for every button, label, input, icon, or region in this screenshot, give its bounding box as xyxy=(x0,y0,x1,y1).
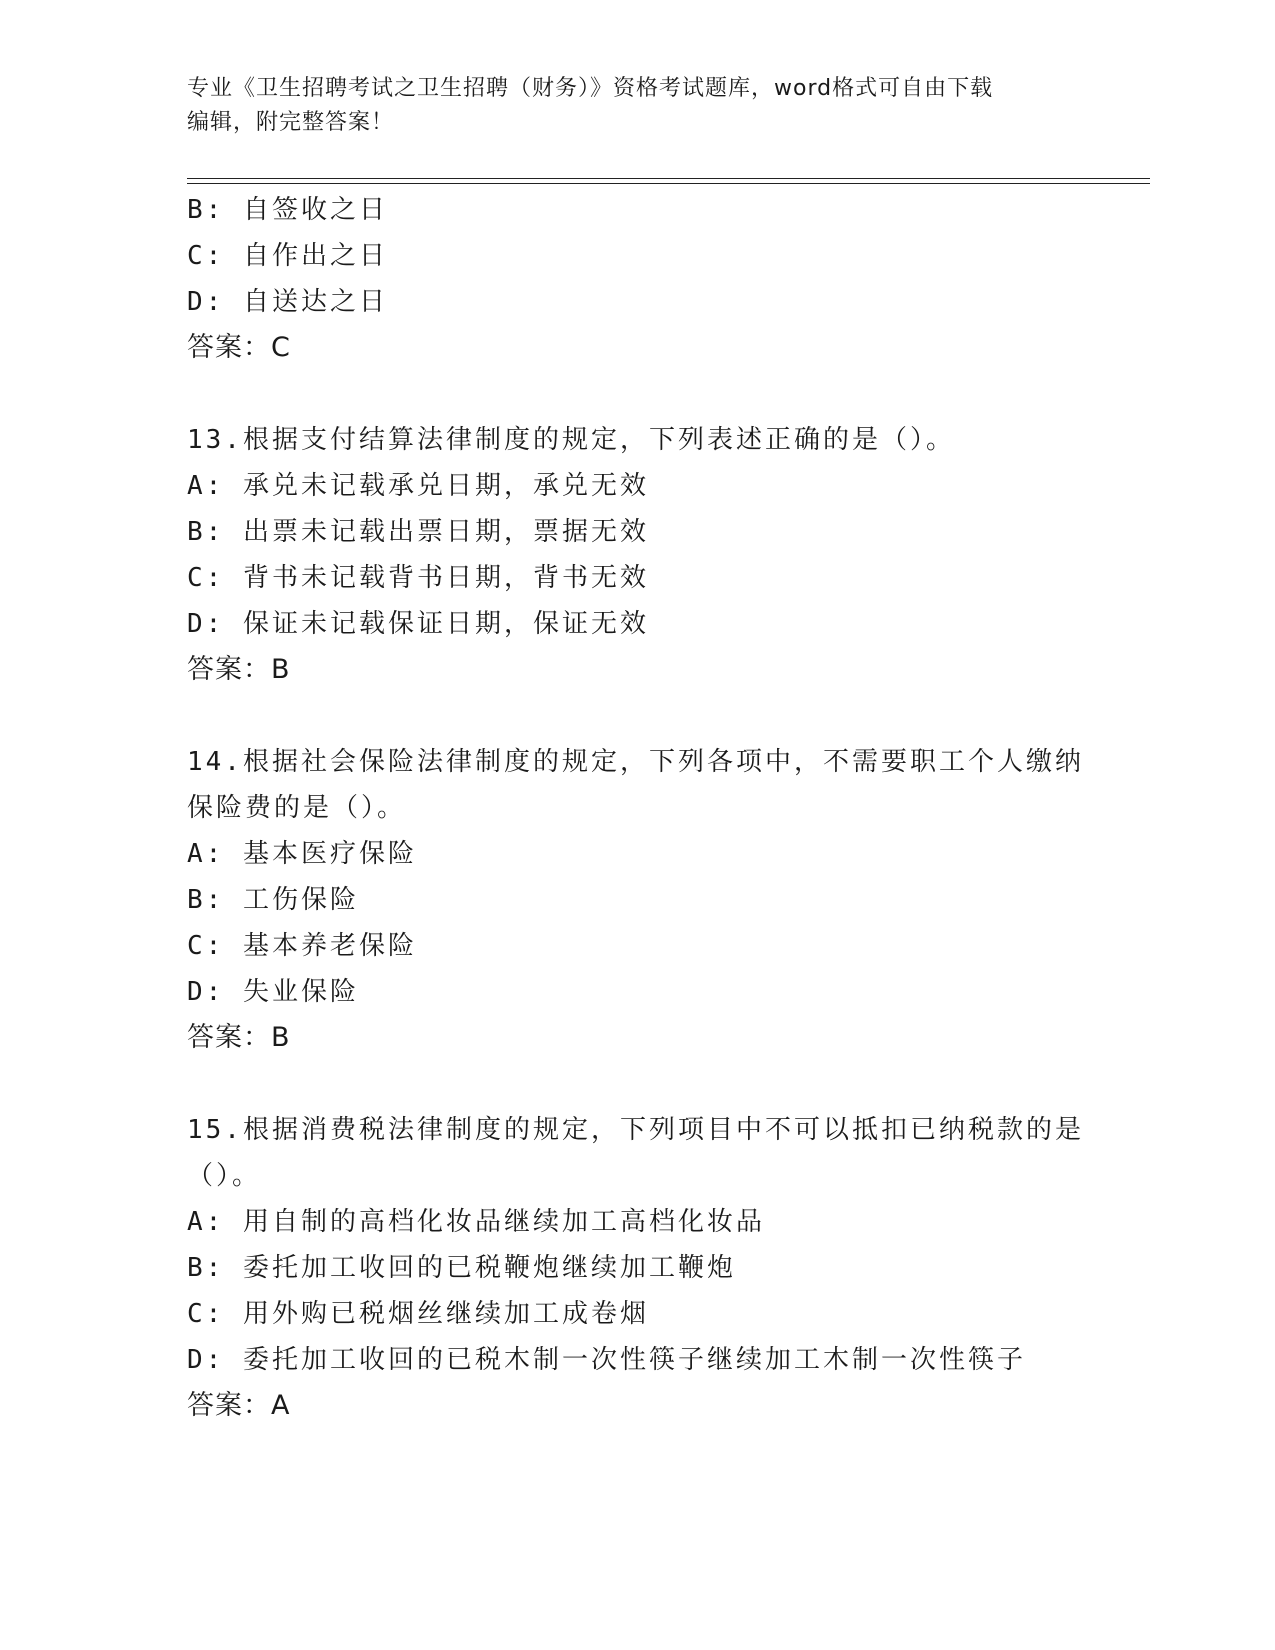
question-stem: 14.根据社会保险法律制度的规定，下列各项中，不需要职工个人缴纳 xyxy=(187,747,1084,777)
option-d: D: 保证未记载保证日期，保证无效 xyxy=(187,609,649,639)
option-a: A: 承兑未记载承兑日期，承兑无效 xyxy=(187,471,649,501)
question-stem-continued: 保险费的是（）。 xyxy=(187,793,407,823)
option-b: B: 自签收之日 xyxy=(187,195,388,225)
spacer xyxy=(187,371,1087,417)
option-c: C: 自作出之日 xyxy=(187,241,388,271)
option-b: B: 出票未记载出票日期，票据无效 xyxy=(187,517,649,547)
option-c: C: 背书未记载背书日期，背书无效 xyxy=(187,563,649,593)
answer-line: 答案：A xyxy=(187,1390,291,1421)
question-12-continued xyxy=(187,187,1087,371)
header-line-1: 专业《卫生招聘考试之卫生招聘（财务）》资格考试题库，word格式可自由下载 xyxy=(187,76,994,101)
option-d: D: 失业保险 xyxy=(187,977,359,1007)
option-a: A: 用自制的高档化妆品继续加工高档化妆品 xyxy=(187,1207,765,1237)
answer-line: 答案：B xyxy=(187,654,291,685)
question-stem-continued: （）。 xyxy=(187,1161,262,1191)
spacer xyxy=(187,1061,1087,1107)
header-divider-top xyxy=(187,178,1150,179)
option-c: C: 用外购已税烟丝继续加工成卷烟 xyxy=(187,1299,649,1329)
answer-line: 答案：B xyxy=(187,1022,291,1053)
question-14 xyxy=(187,739,1087,1061)
option-d: D: 委托加工收回的已税木制一次性筷子继续加工木制一次性筷子 xyxy=(187,1345,1026,1375)
question-content xyxy=(187,187,1087,1429)
question-stem: 13.根据支付结算法律制度的规定，下列表述正确的是（）。 xyxy=(187,425,955,455)
spacer xyxy=(187,693,1087,739)
header-line-2: 编辑，附完整答案！ xyxy=(187,110,395,135)
question-15 xyxy=(187,1107,1087,1429)
option-a: A: 基本医疗保险 xyxy=(187,839,417,869)
option-b: B: 工伤保险 xyxy=(187,885,359,915)
answer-line: 答案：C xyxy=(187,332,291,363)
option-b: B: 委托加工收回的已税鞭炮继续加工鞭炮 xyxy=(187,1253,736,1283)
option-d: D: 自送达之日 xyxy=(187,287,388,317)
document-header xyxy=(187,72,1087,140)
question-13 xyxy=(187,417,1087,693)
question-stem: 15.根据消费税法律制度的规定，下列项目中不可以抵扣已纳税款的是 xyxy=(187,1115,1084,1145)
option-c: C: 基本养老保险 xyxy=(187,931,417,961)
header-divider-bottom xyxy=(187,183,1150,184)
